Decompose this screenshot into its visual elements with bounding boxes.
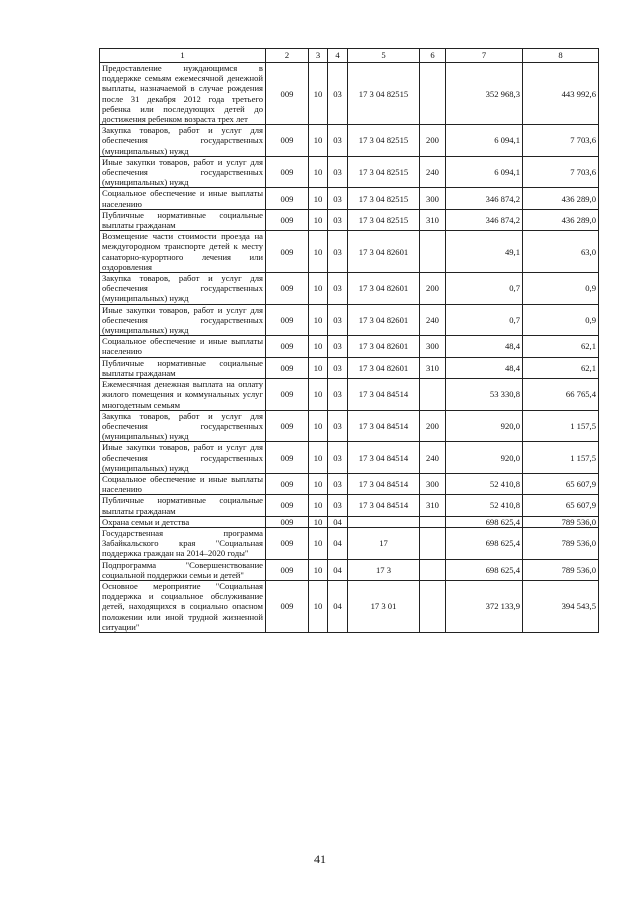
amount-year-1: 698 625,4 (446, 516, 523, 527)
amount-year-1: 6 094,1 (446, 156, 523, 188)
target-article-code: 17 3 04 84514 (348, 379, 420, 411)
table-row (100, 209, 599, 230)
amount-year-1: 372 133,9 (446, 580, 523, 632)
amount-year-1: 52 410,8 (446, 473, 523, 494)
subsection-code: 03 (328, 209, 348, 230)
expense-type-code: 240 (420, 156, 446, 188)
amount-year-2: 443 992,6 (523, 63, 599, 125)
target-article-code: 17 3 04 82515 (348, 125, 420, 157)
section-code: 10 (309, 273, 328, 305)
target-article-code: 17 3 04 82515 (348, 188, 420, 209)
expense-type-code (420, 527, 446, 559)
row-description: Иные закупки товаров, работ и услуг для обеспечения государственных (муниципальных) нужд (100, 442, 266, 474)
table-row (100, 410, 599, 442)
amount-year-1: 346 874,2 (446, 188, 523, 209)
amount-year-1: 346 874,2 (446, 209, 523, 230)
amount-year-2: 66 765,4 (523, 379, 599, 411)
row-description: Иные закупки товаров, работ и услуг для обеспечения государственных (муниципальных) нужд (100, 156, 266, 188)
table-row (100, 156, 599, 188)
target-article-code: 17 3 04 84514 (348, 442, 420, 474)
row-description: Публичные нормативные социальные выплаты гражданам (100, 209, 266, 230)
target-article-code: 17 3 04 84514 (348, 473, 420, 494)
table-row (100, 231, 599, 273)
column-header-5: 5 (348, 49, 420, 63)
column-header-6: 6 (420, 49, 446, 63)
ministry-code: 009 (266, 231, 309, 273)
expense-type-code (420, 580, 446, 632)
subsection-code: 04 (328, 516, 348, 527)
amount-year-1: 48,4 (446, 357, 523, 378)
subsection-code: 03 (328, 63, 348, 125)
amount-year-1: 352 968,3 (446, 63, 523, 125)
table-row (100, 473, 599, 494)
expense-type-code: 200 (420, 125, 446, 157)
row-description: Предоставление нуждающимся в поддержке семьям ежемесячной денежной выплаты, назначаемой в случае рождения после 31 декабря 2012 года третьего ребенка или последующих детей до достижения ребенком возраста трех лет (100, 63, 266, 125)
table-row (100, 379, 599, 411)
amount-year-2: 65 607,9 (523, 473, 599, 494)
row-description: Ежемесячная денежная выплата на оплату жилого помещения и коммунальных услуг многодетным семьям (100, 379, 266, 411)
section-code: 10 (309, 559, 328, 580)
subsection-code: 03 (328, 273, 348, 305)
section-code: 10 (309, 336, 328, 357)
budget-table (99, 48, 599, 633)
row-description: Подпрограмма "Совершенствование социальной поддержки семьи и детей" (100, 559, 266, 580)
table-row (100, 516, 599, 527)
section-code: 10 (309, 209, 328, 230)
target-article-code: 17 3 04 82515 (348, 156, 420, 188)
amount-year-1: 0,7 (446, 273, 523, 305)
expense-type-code (420, 63, 446, 125)
subsection-code: 03 (328, 231, 348, 273)
column-header-4: 4 (328, 49, 348, 63)
expense-type-code (420, 516, 446, 527)
ministry-code: 009 (266, 527, 309, 559)
subsection-code: 03 (328, 379, 348, 411)
amount-year-2: 789 536,0 (523, 559, 599, 580)
row-description: Основное мероприятие "Социальная поддержка и социальное обслуживание детей, находящихся в социально опасном положении или иной трудной жизненной ситуации" (100, 580, 266, 632)
ministry-code: 009 (266, 63, 309, 125)
ministry-code: 009 (266, 580, 309, 632)
table-row (100, 304, 599, 336)
ministry-code: 009 (266, 379, 309, 411)
subsection-code: 03 (328, 410, 348, 442)
ministry-code: 009 (266, 495, 309, 516)
subsection-code: 03 (328, 125, 348, 157)
expense-type-code (420, 559, 446, 580)
target-article-code (348, 516, 420, 527)
target-article-code: 17 3 04 82515 (348, 209, 420, 230)
amount-year-2: 436 289,0 (523, 209, 599, 230)
subsection-code: 03 (328, 473, 348, 494)
column-header-1: 1 (100, 49, 266, 63)
section-code: 10 (309, 231, 328, 273)
amount-year-2: 62,1 (523, 336, 599, 357)
table-row (100, 63, 599, 125)
amount-year-1: 920,0 (446, 442, 523, 474)
amount-year-1: 48,4 (446, 336, 523, 357)
subsection-code: 03 (328, 336, 348, 357)
subsection-code: 03 (328, 495, 348, 516)
amount-year-2: 7 703,6 (523, 156, 599, 188)
amount-year-2: 789 536,0 (523, 527, 599, 559)
section-code: 10 (309, 188, 328, 209)
amount-year-1: 920,0 (446, 410, 523, 442)
ministry-code: 009 (266, 559, 309, 580)
expense-type-code: 240 (420, 304, 446, 336)
column-header-8: 8 (523, 49, 599, 63)
amount-year-1: 698 625,4 (446, 527, 523, 559)
section-code: 10 (309, 495, 328, 516)
subsection-code: 04 (328, 527, 348, 559)
section-code: 10 (309, 304, 328, 336)
row-description: Государственная программа Забайкальского края "Социальная поддержка граждан на 2014–2020 годы" (100, 527, 266, 559)
amount-year-2: 0,9 (523, 304, 599, 336)
amount-year-2: 1 157,5 (523, 410, 599, 442)
section-code: 10 (309, 442, 328, 474)
table-row (100, 580, 599, 632)
column-header-7: 7 (446, 49, 523, 63)
table-row (100, 336, 599, 357)
table-row (100, 442, 599, 474)
section-code: 10 (309, 357, 328, 378)
section-code: 10 (309, 410, 328, 442)
target-article-code: 17 3 01 (348, 580, 420, 632)
expense-type-code: 300 (420, 473, 446, 494)
amount-year-2: 1 157,5 (523, 442, 599, 474)
ministry-code: 009 (266, 304, 309, 336)
row-description: Охрана семьи и детства (100, 516, 266, 527)
ministry-code: 009 (266, 273, 309, 305)
target-article-code: 17 (348, 527, 420, 559)
section-code: 10 (309, 473, 328, 494)
expense-type-code: 310 (420, 209, 446, 230)
amount-year-2: 0,9 (523, 273, 599, 305)
row-description: Возмещение части стоимости проезда на междугородном транспорте детей к месту санаторно-курортного лечения или оздоровления (100, 231, 266, 273)
expense-type-code: 300 (420, 188, 446, 209)
expense-type-code (420, 379, 446, 411)
row-description: Социальное обеспечение и иные выплаты населению (100, 336, 266, 357)
row-description: Закупка товаров, работ и услуг для обеспечения государственных (муниципальных) нужд (100, 125, 266, 157)
subsection-code: 03 (328, 304, 348, 336)
target-article-code: 17 3 04 82601 (348, 304, 420, 336)
section-code: 10 (309, 527, 328, 559)
amount-year-2: 65 607,9 (523, 495, 599, 516)
amount-year-1: 53 330,8 (446, 379, 523, 411)
section-code: 10 (309, 63, 328, 125)
ministry-code: 009 (266, 516, 309, 527)
subsection-code: 03 (328, 156, 348, 188)
column-header-3: 3 (309, 49, 328, 63)
expense-type-code: 200 (420, 273, 446, 305)
column-header-2: 2 (266, 49, 309, 63)
expense-type-code: 300 (420, 336, 446, 357)
table-row (100, 495, 599, 516)
row-description: Публичные нормативные социальные выплаты гражданам (100, 357, 266, 378)
ministry-code: 009 (266, 188, 309, 209)
amount-year-1: 49,1 (446, 231, 523, 273)
table-row (100, 273, 599, 305)
row-description: Публичные нормативные социальные выплаты гражданам (100, 495, 266, 516)
target-article-code: 17 3 04 82601 (348, 336, 420, 357)
target-article-code: 17 3 04 82515 (348, 63, 420, 125)
target-article-code: 17 3 04 82601 (348, 273, 420, 305)
amount-year-2: 7 703,6 (523, 125, 599, 157)
target-article-code: 17 3 04 84514 (348, 495, 420, 516)
subsection-code: 04 (328, 580, 348, 632)
section-code: 10 (309, 379, 328, 411)
section-code: 10 (309, 516, 328, 527)
section-code: 10 (309, 580, 328, 632)
ministry-code: 009 (266, 410, 309, 442)
ministry-code: 009 (266, 336, 309, 357)
subsection-code: 03 (328, 442, 348, 474)
amount-year-1: 52 410,8 (446, 495, 523, 516)
table-row (100, 125, 599, 157)
table-row (100, 527, 599, 559)
expense-type-code: 240 (420, 442, 446, 474)
page-number: 41 (314, 852, 326, 866)
table-row (100, 357, 599, 378)
target-article-code: 17 3 04 82601 (348, 357, 420, 378)
subsection-code: 03 (328, 188, 348, 209)
target-article-code: 17 3 04 84514 (348, 410, 420, 442)
amount-year-1: 6 094,1 (446, 125, 523, 157)
amount-year-2: 394 543,5 (523, 580, 599, 632)
amount-year-2: 62,1 (523, 357, 599, 378)
row-description: Закупка товаров, работ и услуг для обеспечения государственных (муниципальных) нужд (100, 273, 266, 305)
section-code: 10 (309, 156, 328, 188)
amount-year-1: 698 625,4 (446, 559, 523, 580)
row-description: Иные закупки товаров, работ и услуг для обеспечения государственных (муниципальных) нужд (100, 304, 266, 336)
target-article-code: 17 3 04 82601 (348, 231, 420, 273)
table-header-row (100, 49, 599, 63)
section-code: 10 (309, 125, 328, 157)
ministry-code: 009 (266, 125, 309, 157)
amount-year-2: 789 536,0 (523, 516, 599, 527)
table-row (100, 559, 599, 580)
expense-type-code: 310 (420, 357, 446, 378)
expense-type-code: 200 (420, 410, 446, 442)
ministry-code: 009 (266, 357, 309, 378)
amount-year-2: 436 289,0 (523, 188, 599, 209)
row-description: Социальное обеспечение и иные выплаты населению (100, 473, 266, 494)
subsection-code: 03 (328, 357, 348, 378)
ministry-code: 009 (266, 442, 309, 474)
ministry-code: 009 (266, 156, 309, 188)
row-description: Закупка товаров, работ и услуг для обеспечения государственных (муниципальных) нужд (100, 410, 266, 442)
amount-year-2: 63,0 (523, 231, 599, 273)
ministry-code: 009 (266, 209, 309, 230)
expense-type-code (420, 231, 446, 273)
target-article-code: 17 3 (348, 559, 420, 580)
expense-type-code: 310 (420, 495, 446, 516)
table-row (100, 188, 599, 209)
ministry-code: 009 (266, 473, 309, 494)
table-body (100, 63, 599, 633)
subsection-code: 04 (328, 559, 348, 580)
amount-year-1: 0,7 (446, 304, 523, 336)
row-description: Социальное обеспечение и иные выплаты населению (100, 188, 266, 209)
